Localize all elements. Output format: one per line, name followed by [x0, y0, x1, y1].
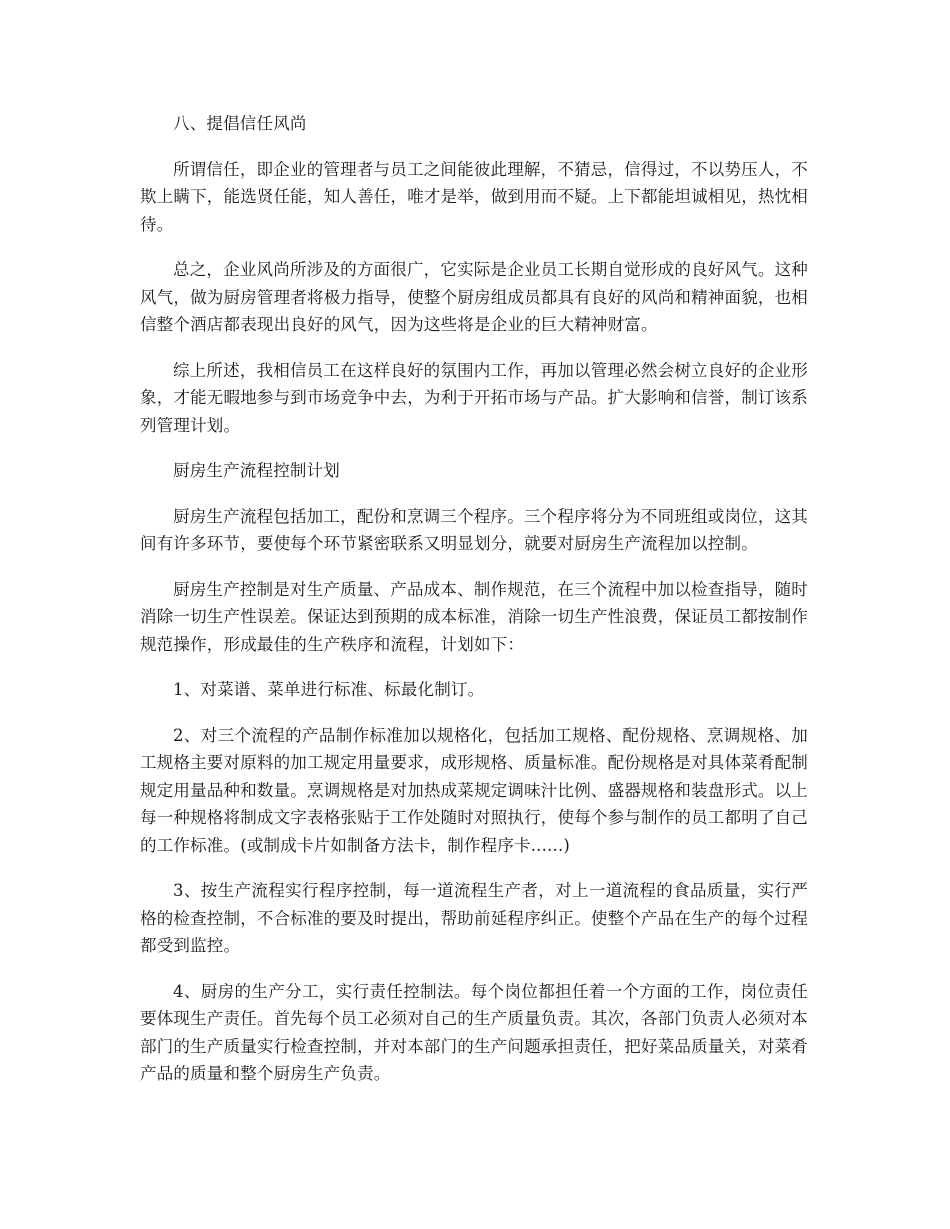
list-item: 3、按生产流程实行程序控制，每一道流程生产者，对上一道流程的食品质量，实行严格的检查控制，不合标准的要及时提出，帮助前延程序纠正。使整个产品在生产的每个过程都受到监控。	[140, 881, 808, 955]
list-item: 1、对菜谱、菜单进行标准、标最化制订。	[173, 680, 485, 699]
paragraph: 综上所述，我相信员工在这样良好的氛围内工作，再加以管理必然会树立良好的企业形象，才能无暇地参与到市场竞争中去，为利于开拓市场与产品。扩大影响和信誉，制订该系列管理计划。	[140, 360, 808, 435]
list-item: 2、对三个流程的产品制作标准加以规格化，包括加工规格、配份规格、烹调规格、加工规格主要对原料的加工规定用量要求，成形规格、质量标准。配份规格是对具体菜肴配制规定用量品种和数量。烹调规格是对加热成菜规定调味汁比例、盛器规格和装盘形式。以上每一种规格将制成文字表格张贴于工作处随时对照执行，使每个参与制作的员工都明了自己的工作标准。(或制成卡片如制备方法卡，制作程序卡......)	[140, 725, 808, 855]
paragraph: 厨房生产流程包括加工，配份和烹调三个程序。三个程序将分为不同班组或岗位，这其间有许多环节，要使每个环节紧密联系又明显划分，就要对厨房生产流程加以控制。	[140, 506, 808, 553]
document-page	[140, 110, 808, 1106]
paragraph: 总之，企业风尚所涉及的方面很广，它实际是企业员工长期自觉形成的良好风气。这种风气，做为厨房管理者将极力指导，使整个厨房组成员都具有良好的风尚和精神面貌，也相信整个酒店都表现出良好的风气，因为这些将是企业的巨大精神财富。	[140, 260, 808, 334]
section-heading-trust: 八、提倡信任风尚	[173, 114, 307, 133]
list-item: 4、厨房的生产分工，实行责任控制法。每个岗位都担任着一个方面的工作，岗位责任要体现生产责任。首先每个员工必须对自己的生产质量负责。其次，各部门负责人必须对本部门的生产质量实行检查控制，并对本部门的生产问题承担责任，把好菜品质量关，对菜肴产品的质量和整个厨房生产负责。	[140, 981, 808, 1083]
paragraph: 厨房生产控制是对生产质量、产品成本、制作规范，在三个流程中加以检查指导，随时消除一切生产性误差。保证达到预期的成本标准，消除一切生产性浪费，保证员工都按制作规范操作，形成最佳的生产秩序和流程，计划如下：	[140, 579, 808, 654]
paragraph: 所谓信任，即企业的管理者与员工之间能彼此理解，不猜忌，信得过，不以势压人，不欺上瞒下，能选贤任能，知人善任，唯才是举，做到用而不疑。上下都能坦诚相见，热忱相待。	[140, 159, 808, 234]
section-heading-kitchen-flow: 厨房生产流程控制计划	[173, 461, 340, 480]
